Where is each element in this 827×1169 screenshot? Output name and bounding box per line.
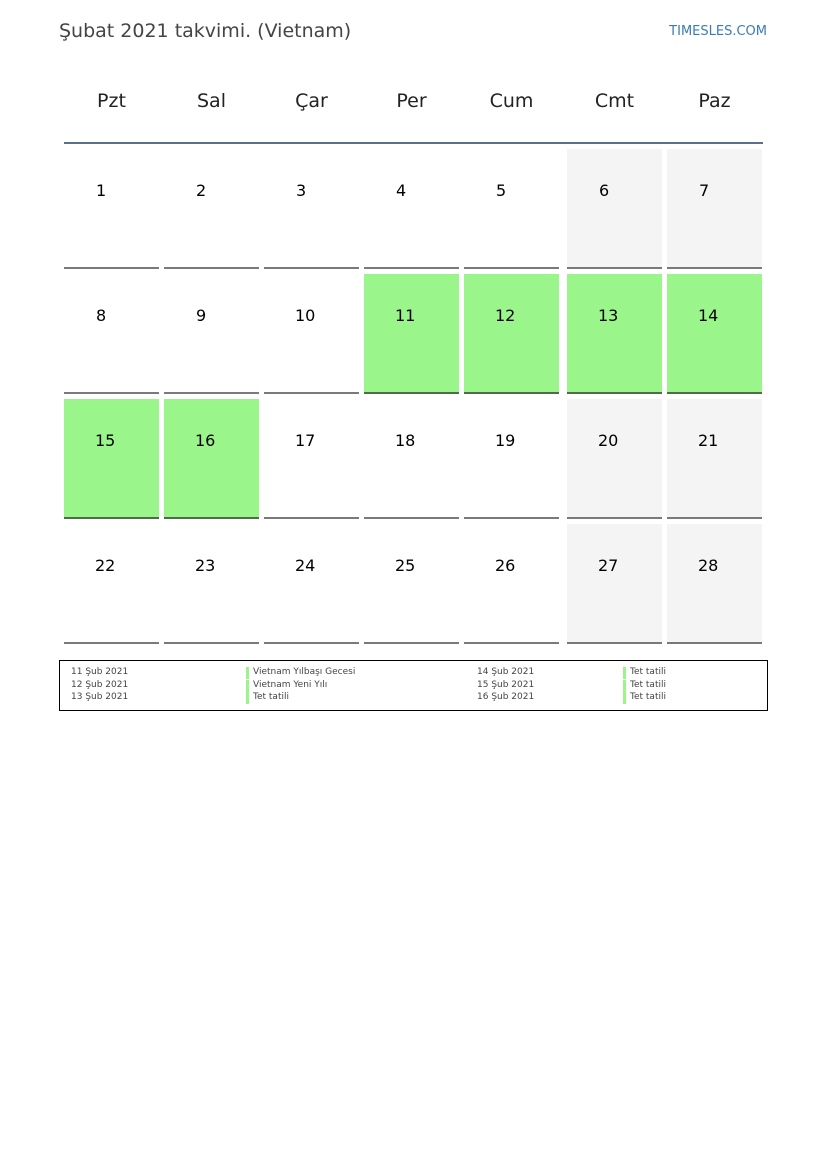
day-number: 10 bbox=[295, 306, 316, 325]
day-number: 13 bbox=[598, 306, 619, 325]
day-cell[interactable] bbox=[667, 399, 762, 519]
day-number: 1 bbox=[96, 181, 107, 200]
weekday-label: Pzt bbox=[97, 90, 126, 112]
legend-date: 14 Şub 2021 bbox=[477, 667, 535, 677]
day-cell[interactable] bbox=[64, 399, 159, 519]
day-number: 3 bbox=[296, 181, 307, 200]
day-cell[interactable] bbox=[264, 149, 359, 269]
day-cell[interactable] bbox=[64, 149, 159, 269]
site-link[interactable]: TIMESLES.COM bbox=[669, 24, 767, 39]
day-cell[interactable] bbox=[464, 149, 559, 269]
day-number: 19 bbox=[495, 431, 516, 450]
legend-holiday-label: Vietnam Yılbaşı Gecesi bbox=[253, 667, 356, 677]
page-title: Şubat 2021 takvimi. (Vietnam) bbox=[59, 20, 352, 42]
day-cell[interactable] bbox=[264, 524, 359, 644]
day-cell[interactable] bbox=[164, 524, 259, 644]
weekday-label: Cmt bbox=[594, 90, 635, 112]
legend-date: 16 Şub 2021 bbox=[477, 692, 535, 702]
legend-color-bar bbox=[623, 692, 626, 704]
legend-holiday-name bbox=[246, 692, 289, 704]
day-cell[interactable] bbox=[464, 524, 559, 644]
holiday-legend bbox=[59, 660, 768, 711]
day-number: 14 bbox=[698, 306, 719, 325]
legend-holiday-label: Vietnam Yeni Yılı bbox=[253, 679, 328, 690]
legend-holiday-label: Tet tatili bbox=[630, 692, 666, 702]
day-number: 12 bbox=[495, 306, 516, 325]
day-cell[interactable] bbox=[567, 524, 662, 644]
legend-holiday-name bbox=[623, 692, 666, 704]
day-number: 8 bbox=[96, 306, 107, 325]
day-number: 11 bbox=[395, 306, 416, 325]
day-number: 21 bbox=[698, 431, 719, 450]
day-number: 9 bbox=[196, 306, 207, 325]
day-cell[interactable] bbox=[64, 274, 159, 394]
legend-holiday-label: Tet tatili bbox=[253, 692, 289, 702]
weekday-label: Per bbox=[396, 90, 427, 112]
day-number: 23 bbox=[195, 556, 216, 575]
day-number: 18 bbox=[395, 431, 416, 450]
day-cell[interactable] bbox=[667, 274, 762, 394]
day-cell[interactable] bbox=[64, 524, 159, 644]
day-number: 25 bbox=[395, 556, 416, 575]
weekday-header-row bbox=[64, 90, 763, 118]
weekday-label: Paz bbox=[698, 90, 731, 112]
legend-date: 15 Şub 2021 bbox=[477, 679, 535, 690]
day-cell[interactable] bbox=[364, 149, 459, 269]
day-number: 5 bbox=[496, 181, 507, 200]
legend-color-bar bbox=[246, 667, 249, 679]
day-number: 26 bbox=[495, 556, 516, 575]
day-cell[interactable] bbox=[464, 399, 559, 519]
legend-holiday-label: Tet tatili bbox=[630, 667, 666, 677]
day-cell[interactable] bbox=[567, 399, 662, 519]
legend-date: 13 Şub 2021 bbox=[71, 692, 129, 702]
day-number: 24 bbox=[295, 556, 316, 575]
legend-holiday-name bbox=[623, 680, 666, 692]
day-cell[interactable] bbox=[667, 149, 762, 269]
day-cell[interactable] bbox=[567, 274, 662, 394]
legend-holiday-name bbox=[246, 667, 355, 679]
legend-holiday-label: Tet tatili bbox=[630, 679, 666, 690]
day-cell[interactable] bbox=[264, 399, 359, 519]
day-number: 27 bbox=[598, 556, 619, 575]
day-number: 4 bbox=[396, 181, 407, 200]
legend-color-bar bbox=[623, 680, 626, 692]
day-number: 6 bbox=[599, 181, 610, 200]
day-number: 17 bbox=[295, 431, 316, 450]
legend-color-bar bbox=[246, 692, 249, 704]
legend-color-bar bbox=[623, 667, 626, 679]
day-cell[interactable] bbox=[164, 149, 259, 269]
day-cell[interactable] bbox=[164, 274, 259, 394]
day-number: 28 bbox=[698, 556, 719, 575]
day-cell[interactable] bbox=[364, 399, 459, 519]
legend-holiday-name bbox=[623, 667, 666, 679]
day-cell[interactable] bbox=[364, 274, 459, 394]
day-cell[interactable] bbox=[567, 149, 662, 269]
legend-date: 11 Şub 2021 bbox=[71, 667, 129, 677]
day-number: 7 bbox=[699, 181, 710, 200]
weekday-label: Çar bbox=[295, 90, 328, 112]
day-cell[interactable] bbox=[364, 524, 459, 644]
day-cell[interactable] bbox=[164, 399, 259, 519]
day-cell[interactable] bbox=[667, 524, 762, 644]
weekday-label: Sal bbox=[197, 90, 226, 112]
day-number: 2 bbox=[196, 181, 207, 200]
day-cell[interactable] bbox=[264, 274, 359, 394]
day-number: 15 bbox=[95, 431, 116, 450]
legend-holiday-name bbox=[246, 680, 327, 692]
header-divider bbox=[64, 142, 763, 144]
legend-color-bar bbox=[246, 680, 249, 692]
day-number: 20 bbox=[598, 431, 619, 450]
legend-date: 12 Şub 2021 bbox=[71, 679, 129, 690]
weekday-label: Cum bbox=[489, 90, 534, 112]
day-cell[interactable] bbox=[464, 274, 559, 394]
day-number: 16 bbox=[195, 431, 216, 450]
day-number: 22 bbox=[95, 556, 116, 575]
